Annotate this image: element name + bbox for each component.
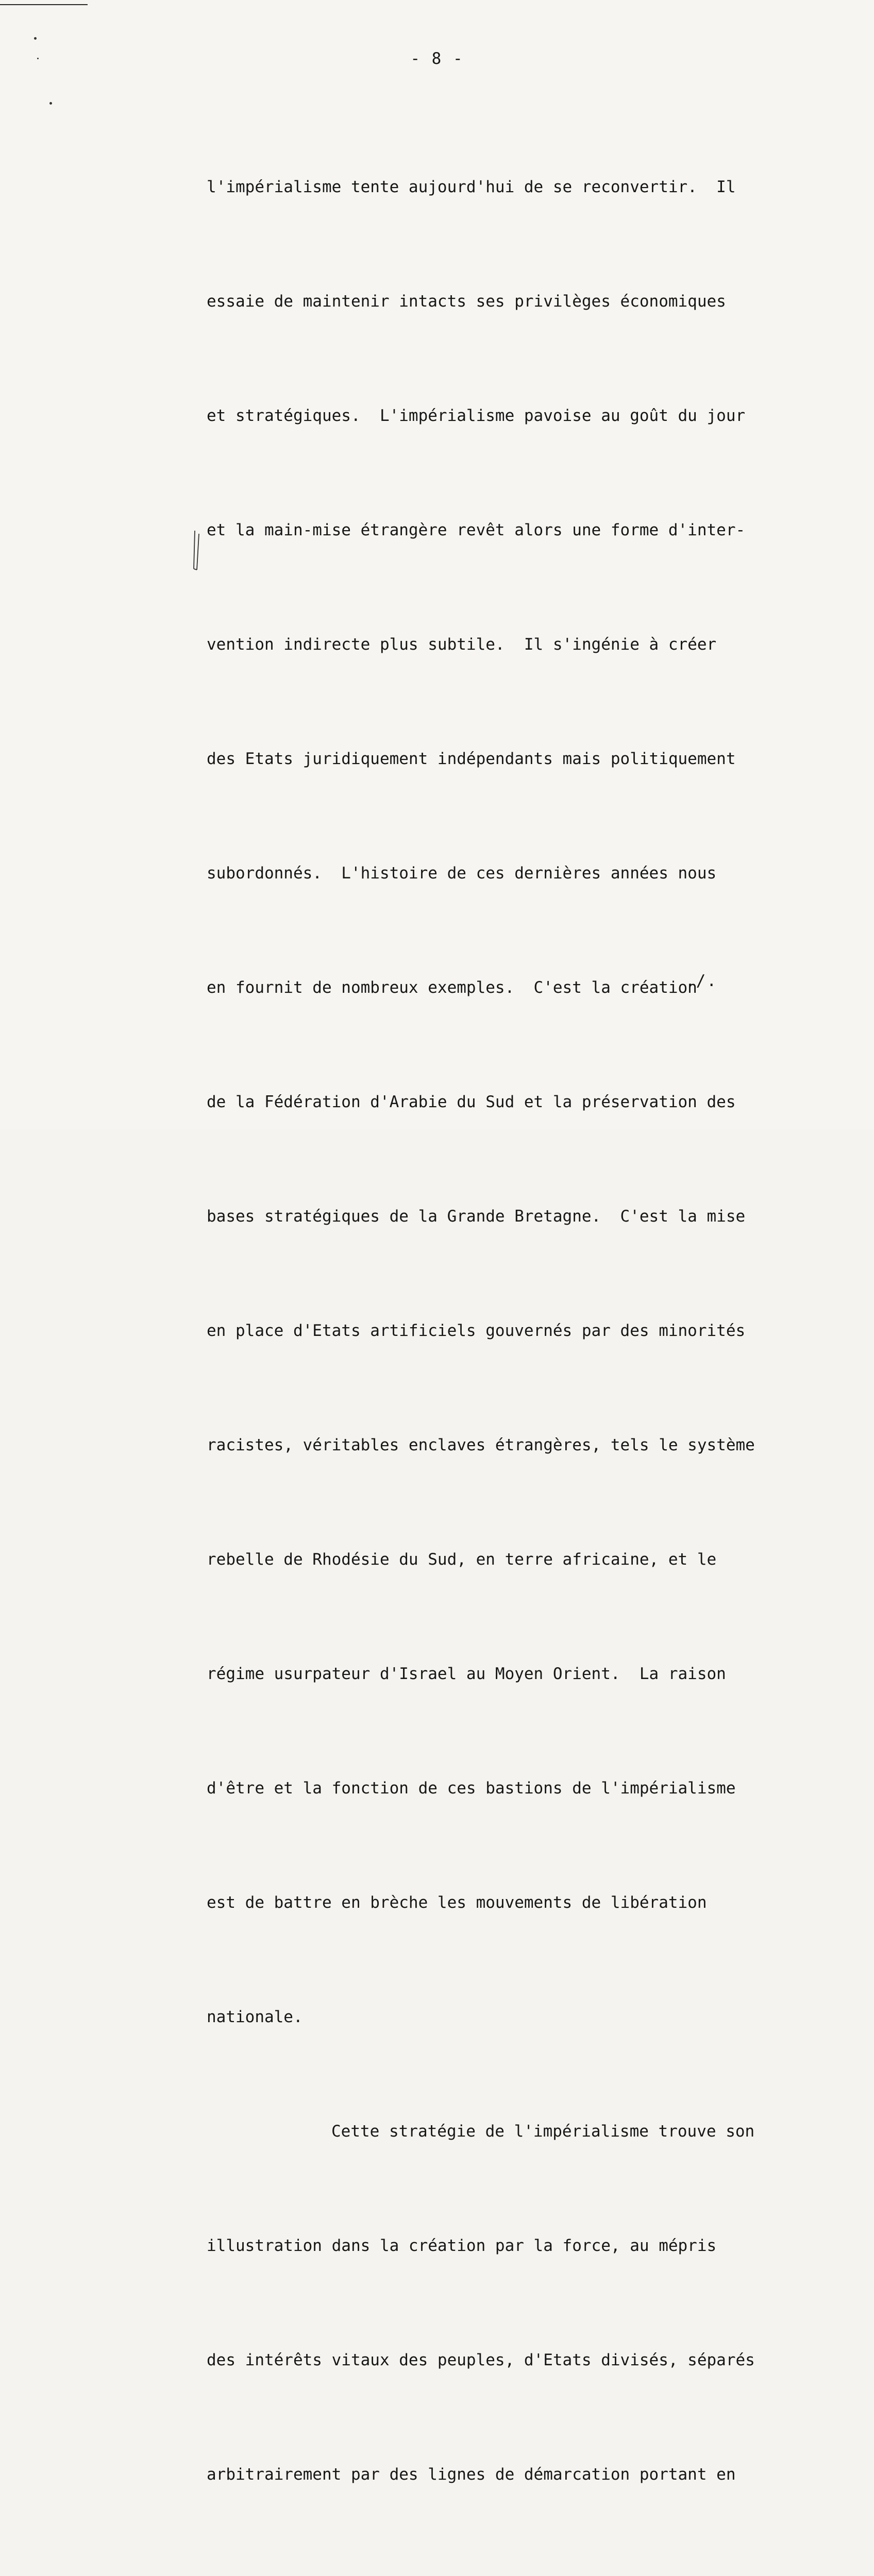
body-text — [207, 92, 815, 2576]
text-line: l'impérialisme tente aujourd'hui de se reconvertir. Il — [207, 178, 736, 196]
text-line: essaie de maintenir intacts ses privilèges économiques — [207, 292, 726, 311]
text-line: régime usurpateur d'Israel au Moyen Orient. La raison — [207, 1665, 726, 1683]
scan-speck — [34, 37, 37, 40]
scan-speck — [49, 102, 52, 105]
text-line: et stratégiques. L'impérialisme pavoise au goût du jour — [207, 406, 746, 425]
text-line: nationale. — [207, 2008, 303, 2026]
text-line: est de battre en brèche les mouvements de libération — [207, 1893, 707, 1912]
text-line: et la main-mise étrangère revêt alors une forme d'inter- — [207, 521, 746, 539]
text-line: arbitrairement par des lignes de démarcation portant en — [207, 2465, 736, 2484]
text-line: illustration dans la création par la force, au mépris — [207, 2236, 717, 2255]
text-line: des Etats juridiquement indépendants mais politiquement — [207, 750, 736, 768]
text-line: bases stratégiques de la Grande Bretagne. C'est la mise — [207, 1207, 746, 1226]
text-line: subordonnés. L'histoire de ces dernières années nous — [207, 864, 717, 883]
text-line: racistes, véritables enclaves étrangères, tels le système — [207, 1436, 755, 1454]
top-edge-rule — [0, 4, 88, 5]
text-line — [207, 2570, 815, 2576]
text-line: des intérêts vitaux des peuples, d'Etats divisés, séparés — [207, 2351, 755, 2369]
text-line: de la Fédération d'Arabie du Sud et la préservation des — [207, 1093, 736, 1111]
page-number: - 8 - — [410, 49, 464, 68]
text-line: rebelle de Rhodésie du Sud, en terre africaine, et le — [207, 1550, 717, 1569]
text-line-paragraph-start: Cette stratégie de l'impérialisme trouve son — [331, 2122, 755, 2141]
text-line: d'être et la fonction de ces bastions de l'impérialisme — [207, 1779, 736, 1798]
continuation-mark: ./. — [685, 972, 717, 990]
margin-annotation-mark — [192, 530, 205, 571]
text-line: en place d'Etats artificiels gouvernés par des minorités — [207, 1321, 746, 1340]
text-line: vention indirecte plus subtile. Il s'ingénie à créer — [207, 635, 717, 654]
text-line: en fournit de nombreux exemples. C'est la création — [207, 978, 697, 997]
